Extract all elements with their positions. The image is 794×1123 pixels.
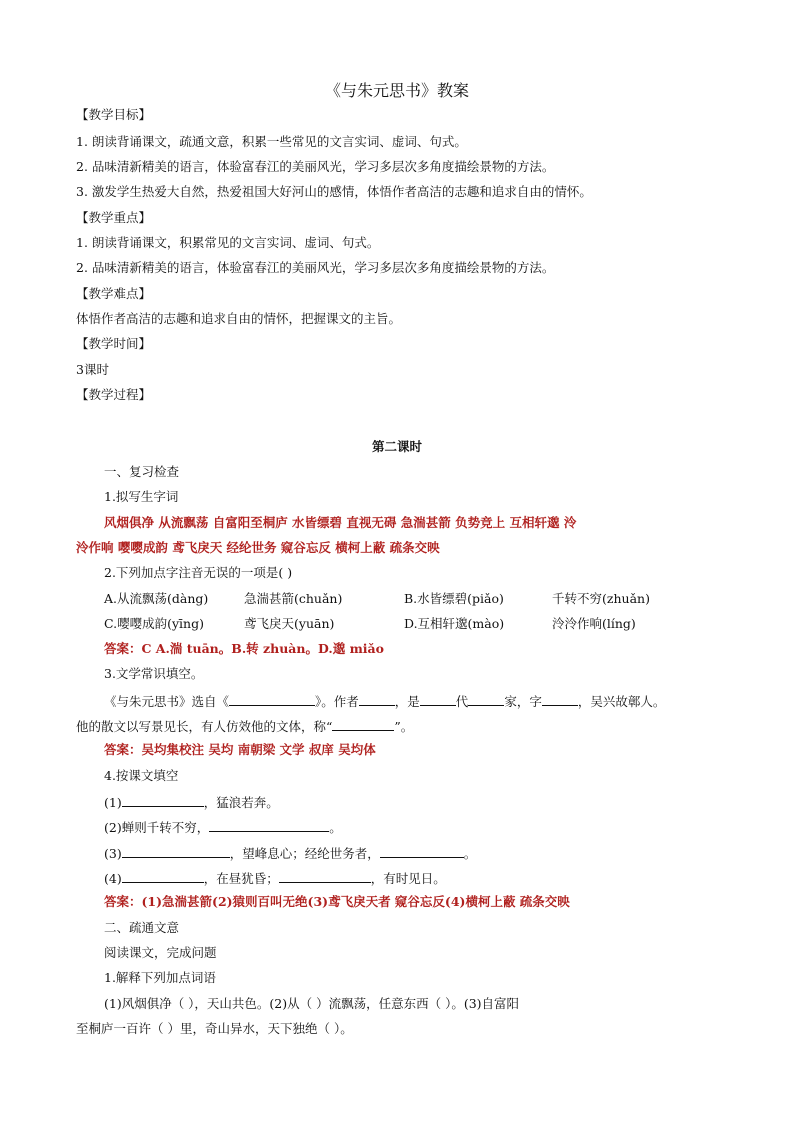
difficulty-text: 体悟作者高洁的志趣和追求自由的情怀，把握课文的主旨。 [76, 311, 402, 326]
q2-option: B.水皆缥碧(piǎo) [404, 591, 504, 606]
difficulty-heading: 【教学难点】 [76, 286, 152, 301]
review-heading: 一、复习检查 [104, 464, 180, 479]
blank-field[interactable] [332, 716, 394, 731]
q2-option: C.嘤嘤成韵(yīng) [104, 616, 204, 631]
q4-text: 。 [329, 820, 342, 835]
section-two-q1: 1.解释下列加点词语 [104, 970, 216, 985]
blank-field[interactable] [122, 868, 204, 883]
q2-option: A.从流飘荡(dàng) [104, 591, 209, 606]
q3-line [76, 716, 413, 736]
q3-text: 家，字 [504, 694, 542, 709]
blank-field[interactable] [468, 691, 504, 706]
blank-field[interactable] [359, 691, 395, 706]
blank-field[interactable] [209, 817, 329, 832]
q4-line [104, 843, 476, 863]
blank-field[interactable] [122, 792, 204, 807]
process-heading: 【教学过程】 [76, 387, 152, 402]
time-text: 3课时 [76, 362, 109, 377]
q3-text: 他的散文以写景见长，有人仿效他的文体，称“ [76, 719, 333, 734]
goals-heading: 【教学目标】 [76, 107, 152, 122]
blank-field[interactable] [380, 843, 464, 858]
q3-text: ，吴兴故鄣人。 [577, 694, 666, 709]
key-item: 1. 朗读背诵课文，积累常见的文言实词、虚词、句式。 [76, 235, 380, 250]
q4-title: 4.按课文填空 [104, 768, 179, 783]
section-two-sub: 阅读课文，完成问题 [104, 945, 217, 960]
q4-text: (4) [104, 871, 122, 886]
page-title: 《与朱元思书》教案 [324, 81, 469, 100]
q4-text: (2)蝉则千转不穷， [104, 820, 210, 835]
q3-title: 3.文学常识填空。 [104, 666, 204, 681]
q2-option: D.互相轩邈(mào) [404, 616, 505, 631]
blank-field[interactable] [420, 691, 456, 706]
q4-text: (3) [104, 846, 122, 861]
q4-answer: 答案：(1)急湍甚箭(2)猿则百叫无绝(3)鸢飞戾天者 窥谷忘反(4)横柯上蔽 疏条交映 [104, 894, 570, 909]
q2-option: 鸢飞戾天(yuān) [244, 616, 335, 631]
q3-text: 》。作者 [315, 694, 359, 709]
q4-text: ，望峰息心；经纶世务者， [229, 846, 380, 861]
q2-option: 千转不穷(zhuǎn) [552, 591, 650, 606]
q3-text: ”。 [394, 719, 414, 734]
section-two-heading: 二、疏通文意 [104, 920, 180, 935]
q4-text: (1) [104, 795, 122, 810]
q4-line [104, 817, 342, 837]
blank-field[interactable] [122, 843, 230, 858]
key-heading: 【教学重点】 [76, 210, 152, 225]
goal-item: 3. 激发学生热爱大自然，热爱祖国大好河山的感情，体悟作者高洁的志趣和追求自由的情怀。 [76, 184, 592, 199]
q2-option: 急湍甚箭(chuǎn) [244, 591, 343, 606]
goal-item: 2. 品味清新精美的语言，体验富春江的美丽风光，学习多层次多角度描绘景物的方法。 [76, 159, 555, 174]
blank-field[interactable] [542, 691, 578, 706]
q4-text: ，猛浪若奔。 [203, 795, 279, 810]
q3-text: 《与朱元思书》选自《 [104, 694, 230, 709]
q3-text: 代 [455, 694, 469, 709]
goal-item: 1. 朗读背诵课文，疏通文意，积累一些常见的文言实词、虚词、句式。 [76, 134, 467, 149]
q3-answer: 答案：吴均集校注 吴均 南朝梁 文学 叔庠 吴均体 [104, 742, 376, 757]
q3-text: ，是 [394, 694, 420, 709]
time-heading: 【教学时间】 [76, 336, 152, 351]
q1-title: 1.拟写生字词 [104, 489, 179, 504]
q4-text: ，在昼犹昏； [203, 871, 279, 886]
q3-line [104, 691, 665, 711]
q1-words-line: 风烟俱净 从流飘荡 自富阳至桐庐 水皆缥碧 直视无碍 急湍甚箭 负势竞上 互相轩邈 泠 [104, 515, 577, 530]
section-two-line: 至桐庐一百许（ ）里，奇山异水，天下独绝（ ）。 [76, 1021, 353, 1036]
q2-answer: 答案：C A.湍 tuān。B.转 zhuàn。D.邈 miǎo [104, 641, 384, 656]
q4-text: ，有时见日。 [370, 871, 446, 886]
q4-line [104, 868, 446, 888]
q2-title: 2.下列加点字注音无误的一项是( ) [104, 565, 293, 580]
q4-line [104, 792, 279, 812]
section-two-line: (1)风烟俱净（ ），天山共色。(2)从（ ）流飘荡，任意东西（ ）。(3)自富阳 [104, 996, 520, 1011]
q1-words-line: 泠作响 嘤嘤成韵 鸢飞戾天 经纶世务 窥谷忘反 横柯上蔽 疏条交映 [76, 540, 440, 555]
blank-field[interactable] [229, 691, 315, 706]
q2-option: 泠泠作响(líng) [552, 616, 636, 631]
q4-text: 。 [463, 846, 477, 861]
lesson-title: 第二课时 [371, 439, 422, 454]
key-item: 2. 品味清新精美的语言，体验富春江的美丽风光，学习多层次多角度描绘景物的方法。 [76, 260, 555, 275]
blank-field[interactable] [279, 868, 371, 883]
